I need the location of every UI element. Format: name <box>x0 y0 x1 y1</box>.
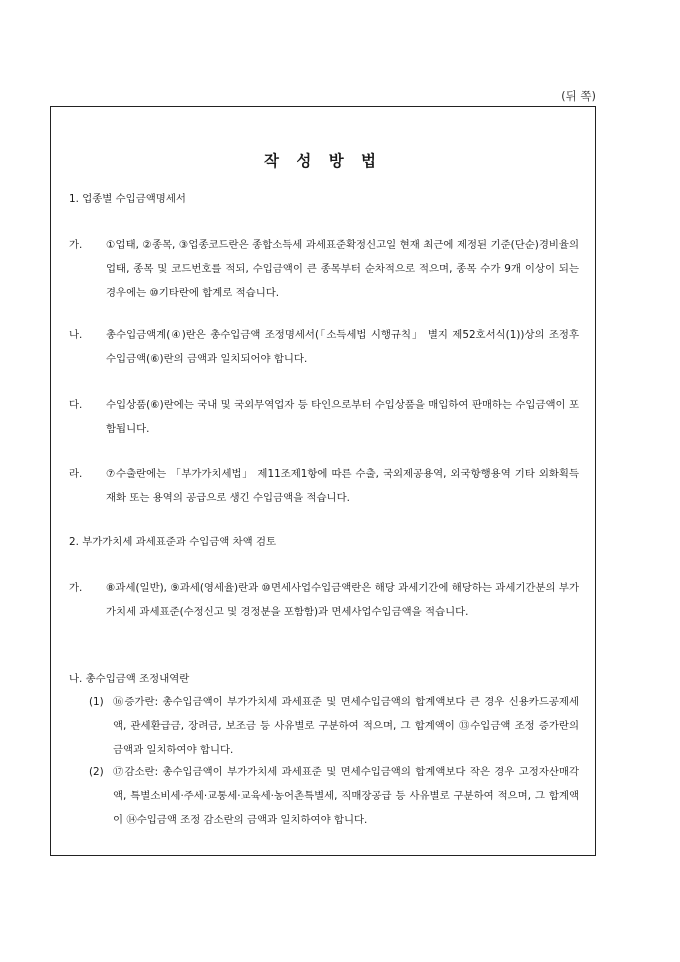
item-text: ⑰감소란: 총수입금액이 부가가치세 과세표준 및 면세수입금액의 합계액보다 작은 경우 고정자산매각액, 특별소비세·주세·교통세·교육세·농어촌특별세, 직매장공급 등 사유별로 구분하여 적으며, 그 합계액이 ⑭수입금액 조정 감소란의 금액과 일치하여야 합니다. <box>113 766 579 826</box>
item-label: 가. <box>69 239 83 251</box>
item-label: 다. <box>69 399 83 411</box>
section-1-item-ra <box>69 462 579 510</box>
item-text: ⑦수출란에는 「부가가치세법」 제11조제1항에 따른 수출, 국외제공용역, 외국항행용역 기타 외화획득재화 또는 용역의 공급으로 생긴 수입금액을 적습니다. <box>106 468 579 504</box>
item-text: ①업태, ②종목, ③업종코드란은 종합소득세 과세표준확정신고일 현재 최근에 제정된 기준(단순)경비율의 업태, 종목 및 코드번호를 적되, 수입금액이 큰 종목부터 순차적으로 적으며, 종목 수가 9개 이상이 되는 경우에는 ⑩기타란에 합계로 적습니다. <box>106 239 579 299</box>
item-text: ⑧과세(일반), ⑨과세(영세율)란과 ⑩면세사업수입금액란은 해당 과세기간에 해당하는 과세기간분의 부가가치세 과세표준(수정신고 및 경정분을 포함함)과 면세사업수입금액을 적습니다. <box>106 582 579 618</box>
section-1-item-na <box>69 323 579 371</box>
item-label: (2) <box>89 766 104 778</box>
item-label: (1) <box>89 696 104 708</box>
item-text: ⑯증가란: 총수입금액이 부가가치세 과세표준 및 면세수입금액의 합계액보다 큰 경우 신용카드공제세액, 관세환급금, 장려금, 보조금 등 사유별로 구분하여 적으며, 그 합계액이 ⑬수입금액 조정 증가란의 금액과 일치하여야 합니다. <box>113 696 579 756</box>
section-2-subheading: 나. 총수입금액 조정내역란 <box>69 673 190 685</box>
section-2-heading: 2. 부가가치세 과세표준과 수입금액 차액 검토 <box>69 536 277 548</box>
item-text: 수입상품(⑥)란에는 국내 및 국외무역업자 등 타인으로부터 수입상품을 매입하여 판매하는 수입금액이 포함됩니다. <box>106 399 579 435</box>
item-label: 나. <box>69 329 83 341</box>
section-1-item-ga <box>69 233 579 305</box>
section-2-subitem-1 <box>89 690 579 762</box>
section-1-heading: 1. 업종별 수입금액명세서 <box>69 193 186 205</box>
page-title: 작 성 방 법 <box>263 152 383 170</box>
section-2-item-ga <box>69 576 579 624</box>
item-text: 총수입금액계(④)란은 총수입금액 조정명세서(「소득세법 시행규칙」 별지 제52호서식(1))상의 조정후 수입금액(⑥)란의 금액과 일치되어야 합니다. <box>106 329 579 365</box>
section-1-item-da <box>69 393 579 441</box>
section-2-subitem-2 <box>89 760 579 832</box>
page-side-label: (뒤 쪽) <box>561 89 596 103</box>
instructions-frame <box>50 106 596 856</box>
item-label: 라. <box>69 468 83 480</box>
item-label: 가. <box>69 582 83 594</box>
